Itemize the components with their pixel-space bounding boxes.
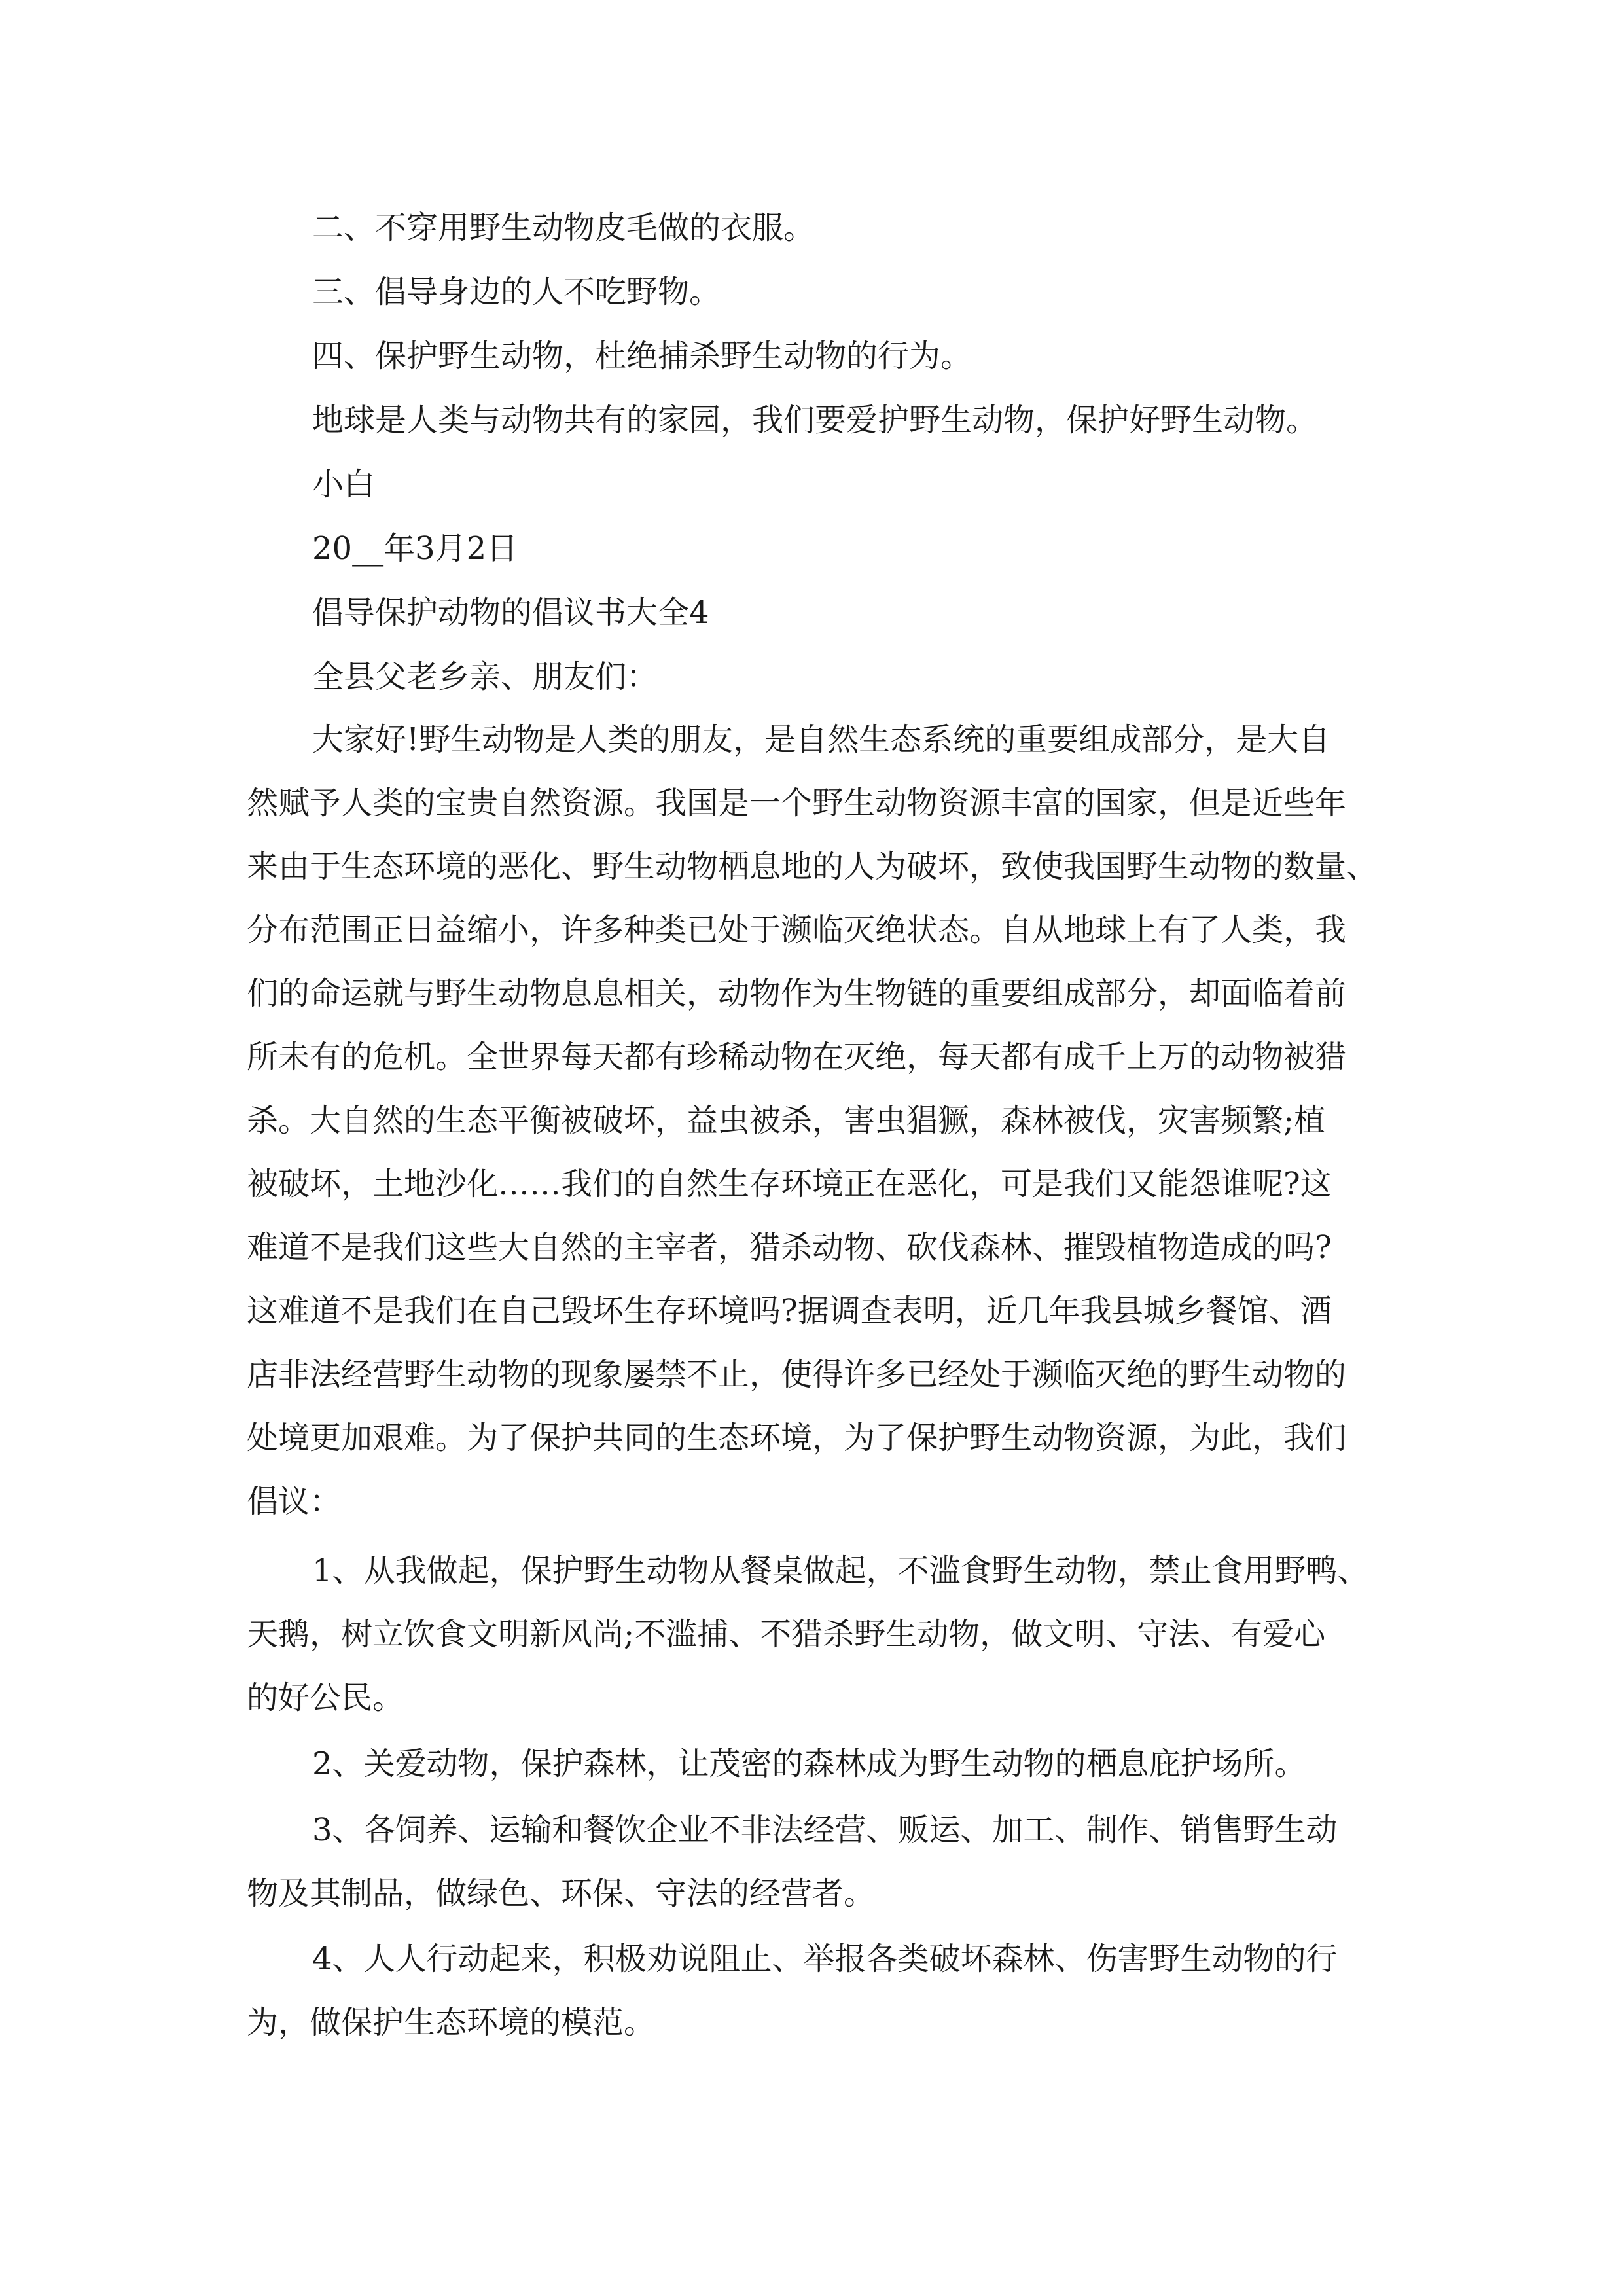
section-title: 倡导保护动物的倡议书大全4 xyxy=(312,594,709,631)
paragraph-line: 处境更加艰难。为了保护共同的生态环境，为了保护野生动物资源，为此，我们 xyxy=(247,1420,1347,1456)
paragraph-line: 然赋予人类的宝贵自然资源。我国是一个野生动物资源丰富的国家，但是近些年 xyxy=(247,785,1347,821)
proposal-line: 3、各饲养、运输和餐饮企业不非法经营、贩运、加工、制作、销售野生动 xyxy=(312,1812,1338,1848)
paragraph-line: 难道不是我们这些大自然的主宰者，猎杀动物、砍伐森林、摧毁植物造成的吗? xyxy=(247,1229,1332,1266)
paragraph-line: 这难道不是我们在自己毁坏生存环境吗?据调查表明，近几年我县城乡餐馆、酒 xyxy=(247,1293,1332,1329)
paragraph-line: 分布范围正日益缩小，许多种类已处于濒临灭绝状态。自从地球上有了人类，我 xyxy=(247,912,1347,948)
proposal-line: 为，做保护生态环境的模范。 xyxy=(247,2004,656,2041)
paragraph-line: 倡议： xyxy=(247,1483,342,1520)
paragraph-line: 们的命运就与野生动物息息相关，动物作为生物链的重要组成部分，却面临着前 xyxy=(247,975,1347,1012)
paragraph-line: 来由于生态环境的恶化、野生动物栖息地的人为破坏，致使我国野生动物的数量、 xyxy=(247,848,1378,885)
proposal-line: 天鹅，树立饮食文明新风尚;不滥捕、不猎杀野生动物，做文明、守法、有爱心 xyxy=(247,1616,1326,1653)
paragraph-line: 所未有的危机。全世界每天都有珍稀动物在灭绝，每天都有成千上万的动物被猎 xyxy=(247,1039,1347,1075)
paragraph-line: 被破坏，土地沙化……我们的自然生存环境正在恶化，可是我们又能怨谁呢?这 xyxy=(247,1166,1332,1202)
paragraph-line: 大家好!野生动物是人类的朋友，是自然生态系统的重要组成部分，是大自 xyxy=(312,721,1330,758)
closing-statement: 地球是人类与动物共有的家园，我们要爱护野生动物，保护好野生动物。 xyxy=(312,402,1318,439)
proposal-line: 物及其制品，做绿色、环保、守法的经营者。 xyxy=(247,1875,876,1912)
proposal-line: 4、人人行动起来，积极劝说阻止、举报各类破坏森林、伤害野生动物的行 xyxy=(312,1941,1338,1977)
item-two: 二、不穿用野生动物皮毛做的衣服。 xyxy=(312,209,815,246)
item-four: 四、保护野生动物，杜绝捕杀野生动物的行为。 xyxy=(312,338,972,374)
proposal-2: 2、关爱动物，保护森林，让茂密的森林成为野生动物的栖息庇护场所。 xyxy=(312,1746,1306,1782)
date: 20__年3月2日 xyxy=(312,530,518,567)
salutation: 全县父老乡亲、朋友们： xyxy=(312,658,658,695)
paragraph-line: 店非法经营野生动物的现象屡禁不止，使得许多已经处于濒临灭绝的野生动物的 xyxy=(247,1356,1347,1393)
signature: 小白 xyxy=(312,466,376,503)
item-three: 三、倡导身边的人不吃野物。 xyxy=(312,274,721,310)
paragraph-line: 杀。大自然的生态平衡被破坏，益虫被杀，害虫猖獗，森林被伐，灾害频繁;植 xyxy=(247,1102,1326,1139)
proposal-line: 1、从我做起，保护野生动物从餐桌做起，不滥食野生动物，禁止食用野鸭、 xyxy=(312,1552,1369,1589)
proposal-line: 的好公民。 xyxy=(247,1679,404,1716)
